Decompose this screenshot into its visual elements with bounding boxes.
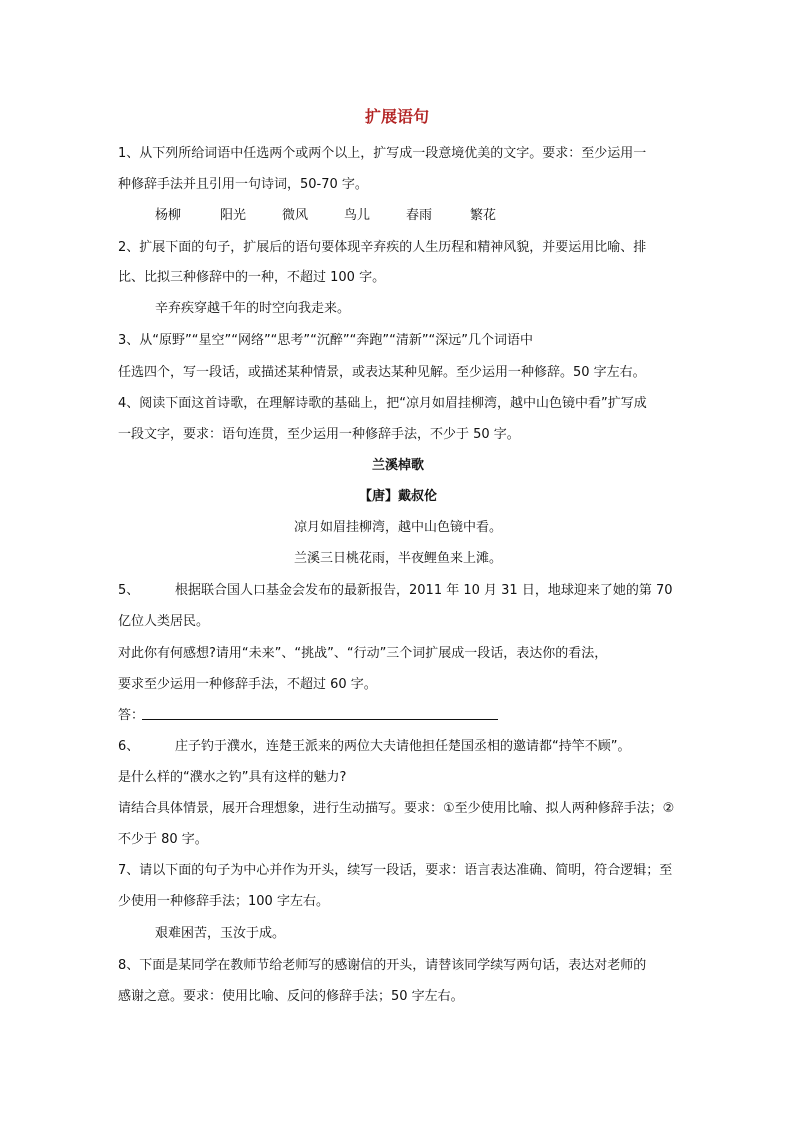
q3-line2: 任选四个，写一段话，或描述某种情景，或表达某种见解。至少运用一种修辞。50 字左右。 [118, 365, 646, 380]
poem-author: 【唐】戴叔伦 [358, 489, 437, 504]
poem-line: 兰溪三日桃花雨，半夜鲤鱼来上滩。 [293, 551, 502, 566]
q5-line3: 对此你有何感想?请用“未来”、“挑战”、“行动”三个词扩展成一段话，表达你的看法， [118, 646, 608, 661]
q8-line2: 感谢之意。要求：使用比喻、反问的修辞手法；50 字左右。 [118, 989, 464, 1004]
q7-sentence: 艰难困苦，玉汝于成。 [155, 926, 286, 941]
q8-line1: 8、下面是某同学在教师节给老师写的感谢信的开头，请替该同学续写两句话，表达对老师的 [118, 958, 647, 973]
q1-word: 繁花 [470, 208, 497, 223]
q2-line1: 2、扩展下面的句子，扩展后的语句要体现辛弃疾的人生历程和精神风貌，并要运用比喻、排 [118, 240, 647, 255]
q1-word: 微风 [282, 208, 309, 223]
q2-sentence: 辛弃疾穿越千年的时空向我走来。 [155, 301, 351, 316]
q7-line2: 少使用一种修辞手法；100 字左右。 [118, 894, 329, 909]
q6-line1: 庄子钓于濮水，连楚王派来的两位大夫请他担任楚国丞相的邀请都“持竿不顾”。 [175, 739, 631, 754]
q1-line1: 1、从下列所给词语中任选两个或两个以上，扩写成一段意境优美的文字。要求：至少运用一 [118, 146, 647, 161]
q1-word: 春雨 [406, 208, 433, 223]
q4-line2: 一段文字，要求：语句连贯，至少运用一种修辞手法，不少于 50 字。 [118, 427, 520, 442]
q1-word-list [155, 206, 675, 226]
q6-number: 6、 [118, 739, 140, 754]
q5-line1: 根据联合国人口基金会发布的最新报告，2011 年 10 月 31 日，地球迎来了她的第 70 [175, 583, 673, 598]
poem-line: 凉月如眉挂柳湾，越中山色镜中看。 [293, 520, 502, 535]
answer-blank-line [142, 719, 498, 720]
page-title: 扩展语句 [364, 107, 429, 126]
q1-word: 鸟儿 [344, 208, 371, 223]
q1-word: 阳光 [220, 208, 247, 223]
q1-line2: 种修辞手法并且引用一句诗词，50-70 字。 [118, 177, 368, 192]
q6-line3: 请结合具体情景，展开合理想象，进行生动描写。要求：①至少使用比喻、拟人两种修辞手法；② [118, 801, 675, 816]
q5-line2: 亿位人类居民。 [118, 614, 210, 629]
q2-line2: 比、比拟三种修辞中的一种，不超过 100 字。 [118, 270, 386, 285]
q3-line1: 3、从“原野”“星空”“网络”“思考”“沉醉”“奔跑”“清新”“深远”几个词语中 [118, 333, 534, 348]
q1-word: 杨柳 [155, 208, 182, 223]
poem-title: 兰溪棹歌 [371, 458, 424, 473]
q5-number: 5、 [118, 583, 140, 598]
q4-line1: 4、阅读下面这首诗歌，在理解诗歌的基础上，把“凉月如眉挂柳湾，越中山色镜中看”扩写成 [118, 396, 647, 411]
q7-line1: 7、请以下面的句子为中心并作为开头，续写一段话，要求：语言表达准确、简明，符合逻辑；至 [118, 863, 673, 878]
q5-line4: 要求至少运用一种修辞手法，不超过 60 字。 [118, 677, 377, 692]
q6-line4: 不少于 80 字。 [118, 832, 208, 847]
answer-label: 答： [118, 708, 145, 723]
q6-line2: 是什么样的“濮水之钓”具有这样的魅力? [118, 770, 347, 785]
